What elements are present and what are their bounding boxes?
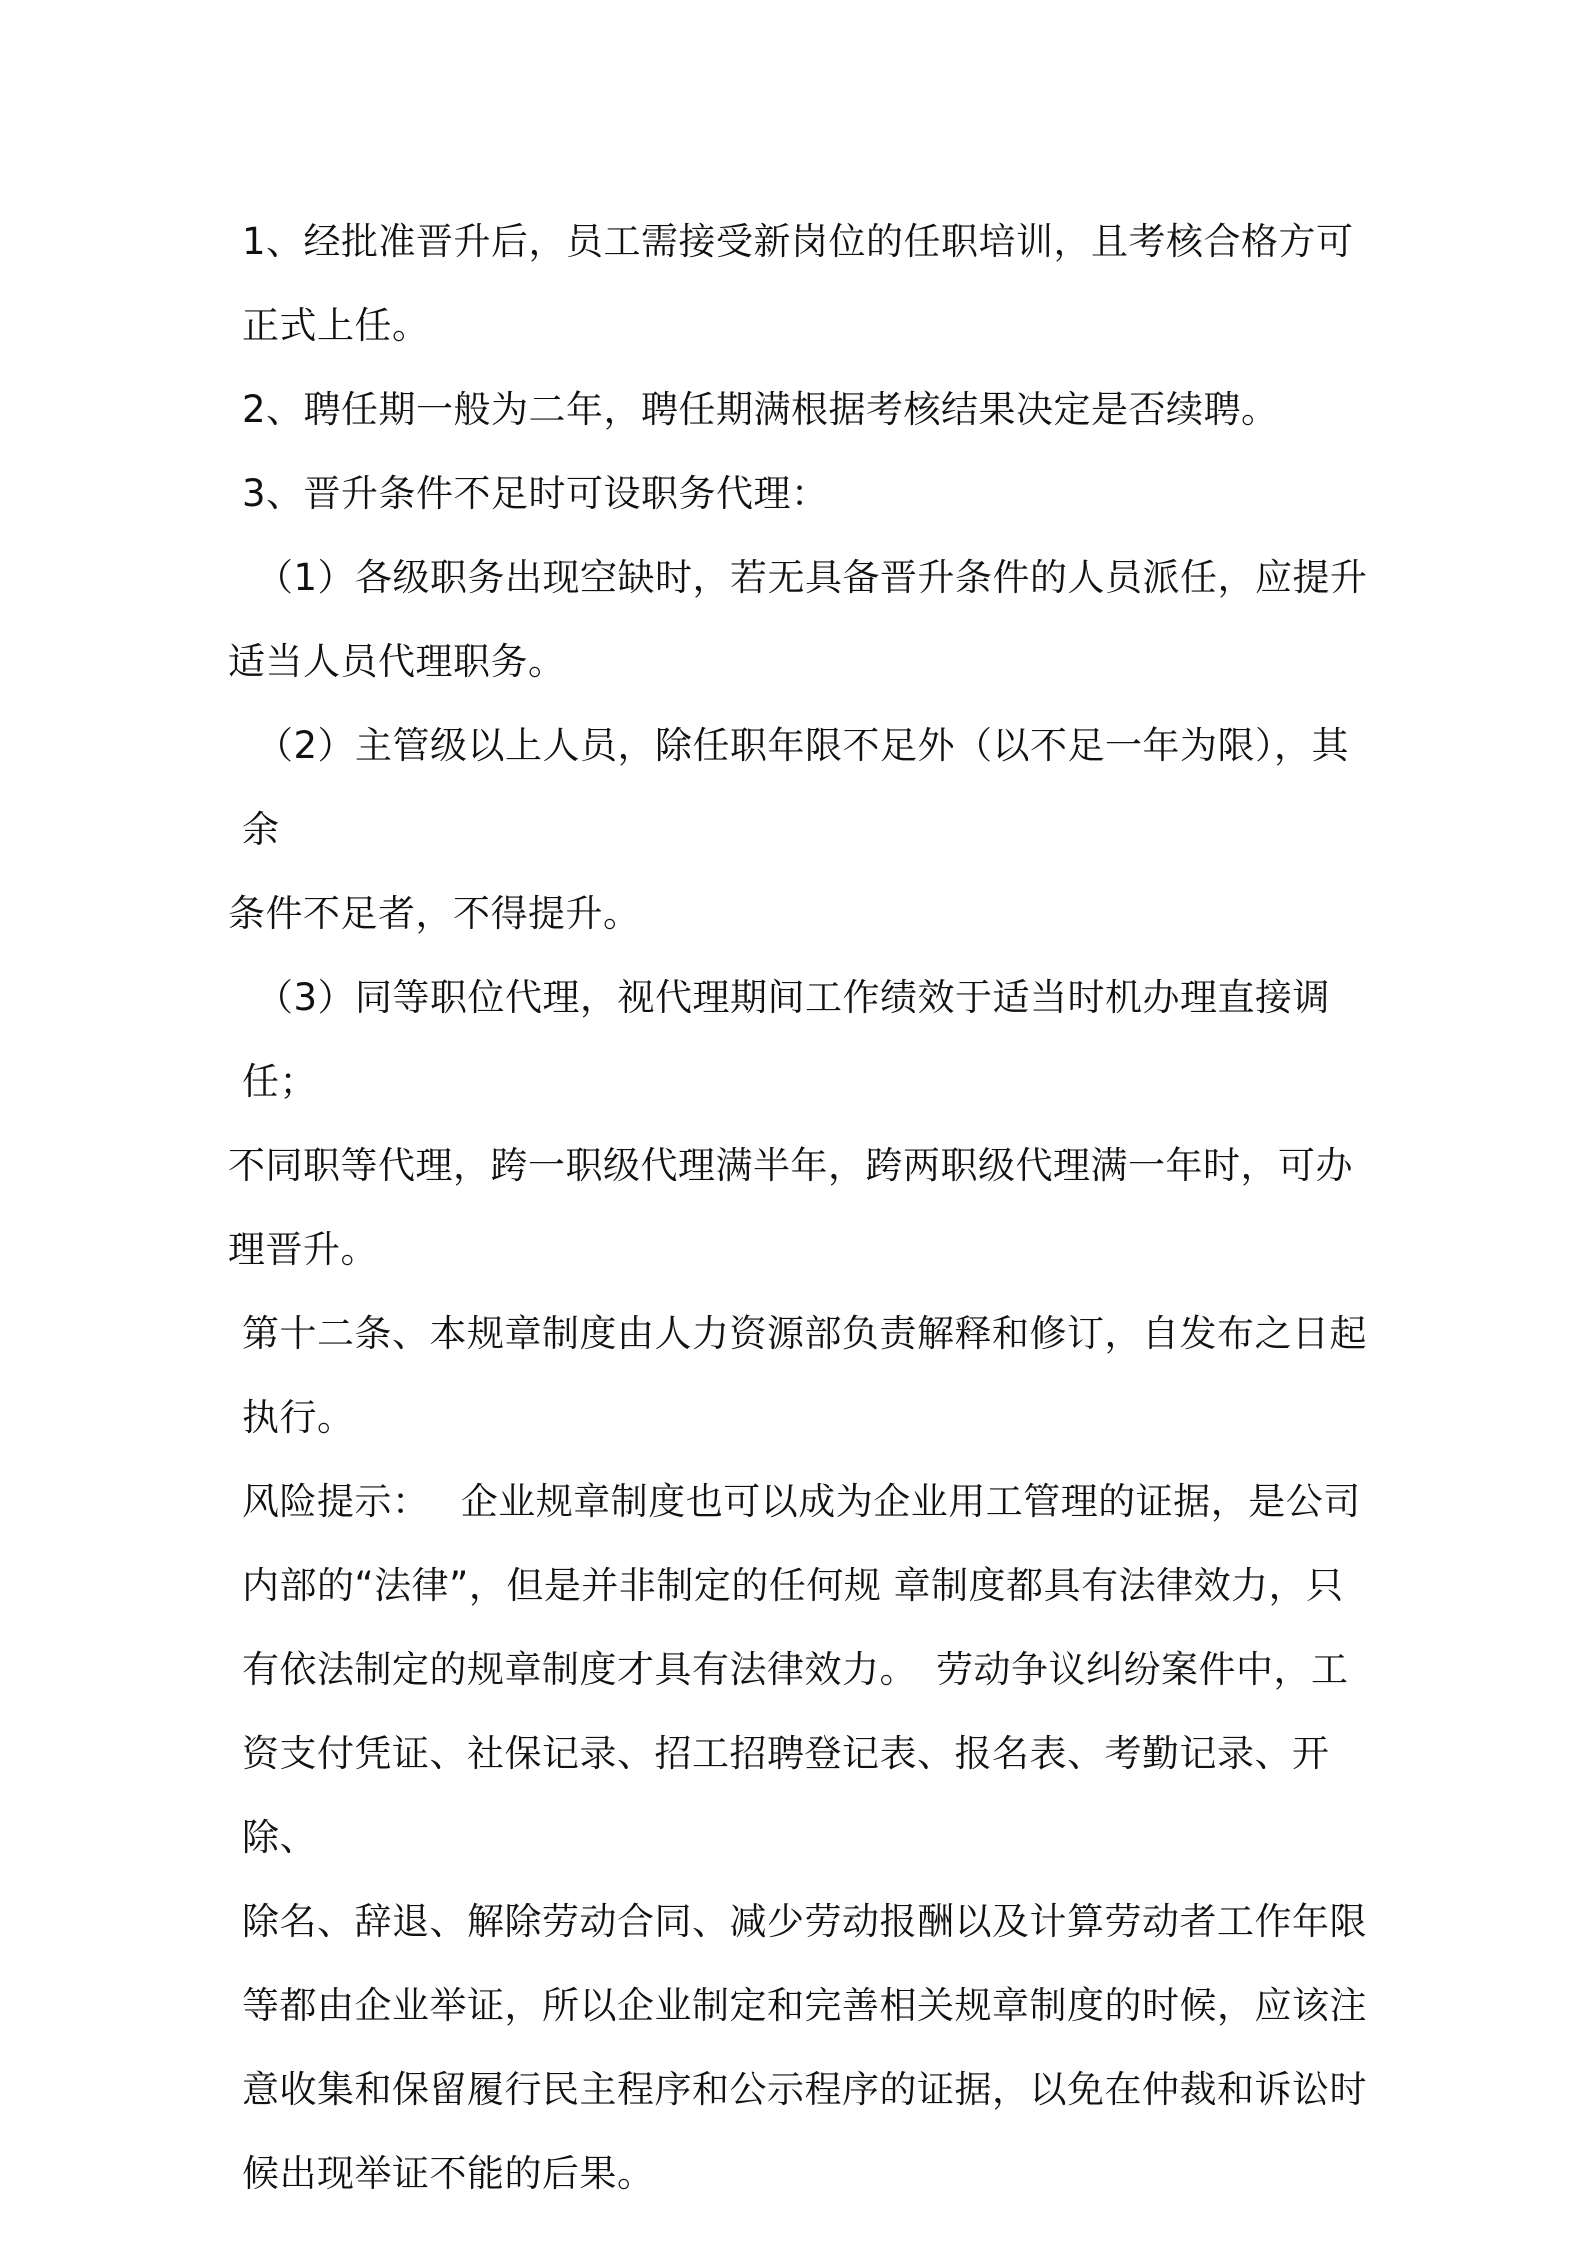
line: 执行。: [242, 1396, 355, 1439]
risk-notice: [242, 1460, 1372, 2216]
line: 除名、辞退、解除劳动合同、减少劳动报酬以及计算劳动者工作年限: [242, 1900, 1367, 1943]
line: 2、聘任期一般为二年，聘任期满根据考核结果决定是否续聘。: [242, 388, 1279, 431]
line: 第十二条、本规章制度由人力资源部负责解释和修订，自发布之日起: [242, 1312, 1367, 1355]
line: （1）各级职务出现空缺时，若无具备晋升条件的人员派任，应提升: [256, 556, 1368, 599]
line: 意收集和保留履行民主程序和公示程序的证据，以免在仲裁和诉讼时: [242, 2068, 1367, 2111]
line: 适当人员代理职务。: [228, 640, 566, 683]
article-twelve: [242, 1292, 1372, 1460]
line: 正式上任。: [242, 304, 430, 347]
line: 候出现举证不能的后果。: [242, 2152, 655, 2195]
sub-list-item-3: [228, 956, 1372, 1292]
line: 不同职等代理，跨一职级代理满半年，跨两职级代理满一年时，可办: [228, 1144, 1353, 1187]
line: 风险提示： 企业规章制度也可以成为企业用工管理的证据，是公司: [242, 1480, 1361, 1523]
line: 资支付凭证、社保记录、招工招聘登记表、报名表、考勤记录、开除、: [242, 1732, 1330, 1859]
document-body: [228, 200, 1372, 2216]
sub-list-item-2: [228, 704, 1372, 956]
line: 有依法制定的规章制度才具有法律效力。 劳动争议纠纷案件中，工: [242, 1648, 1349, 1691]
line: （2）主管级以上人员，除任职年限不足外（以不足一年为限），其余: [242, 724, 1350, 851]
list-item-2: [242, 368, 1372, 452]
line: （3）同等职位代理，视代理期间工作绩效于适当时机办理直接调任；: [242, 976, 1331, 1103]
line: 等都由企业举证，所以企业制定和完善相关规章制度的时候，应该注: [242, 1984, 1367, 2027]
list-item-3: [242, 452, 1372, 536]
list-item-1: [242, 200, 1372, 368]
line: 1、经批准晋升后，员工需接受新岗位的任职培训，且考核合格方可: [242, 220, 1354, 263]
sub-list-item-1: [228, 536, 1372, 704]
line: 理晋升。: [228, 1228, 378, 1271]
line: 3、晋升条件不足时可设职务代理：: [242, 472, 829, 515]
line: 内部的“法律”，但是并非制定的任何规 章制度都具有法律效力，只: [242, 1564, 1344, 1607]
line: 条件不足者，不得提升。: [228, 892, 641, 935]
